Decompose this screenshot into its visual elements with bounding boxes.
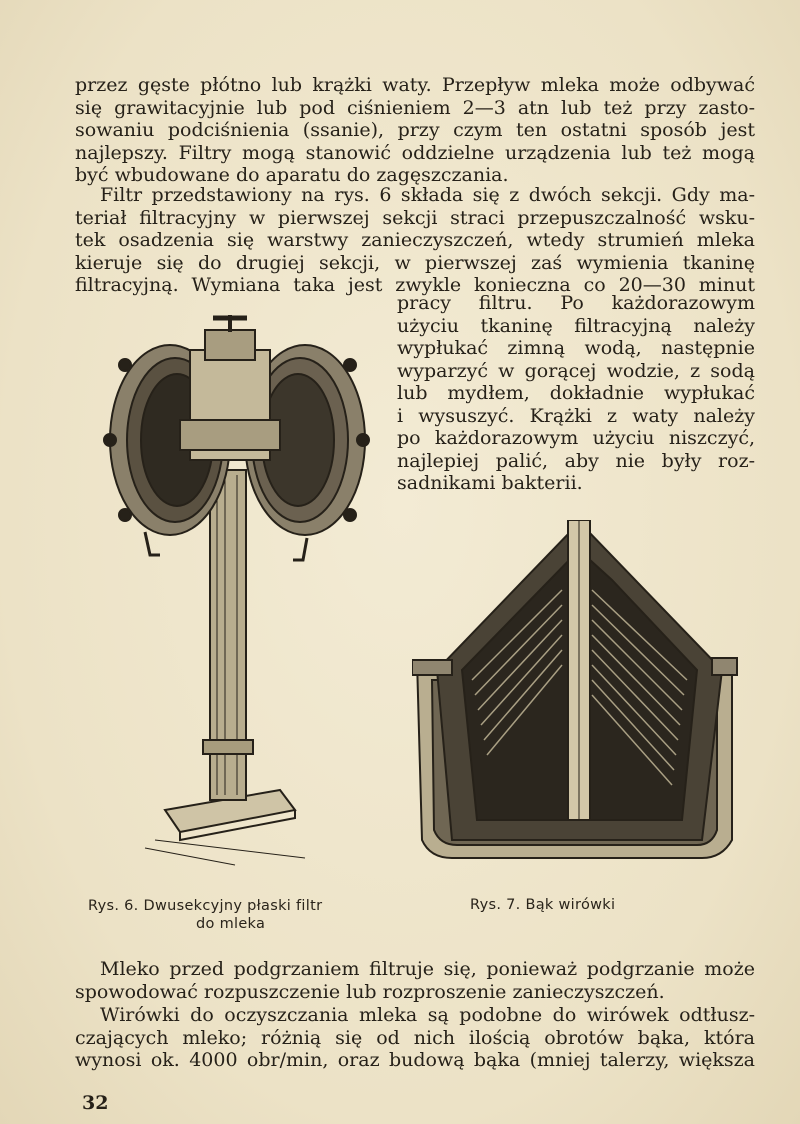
text-line: pracy filtru. Po każdorazowym bbox=[397, 292, 755, 314]
text-line: Wirówki do oczyszczania mleka są podobne do wirówek odtłusz- bbox=[100, 1004, 755, 1026]
text-line: spowodować rozpuszczenie lub rozproszenie zanieczyszczeń. bbox=[75, 980, 665, 1003]
text-line: tek osadzenia się warstwy zanieczyszczeń, wtedy strumień mleka bbox=[75, 229, 755, 251]
text-line: kieruje się do drugiej sekcji, w pierwszej zaś wymienia tkaninę bbox=[75, 251, 755, 274]
text-line: teriał filtracyjny w pierwszej sekcji straci przepuszczalność wsku- bbox=[75, 206, 755, 229]
text-line: najlepiej palić, aby nie były roz- bbox=[397, 449, 755, 472]
text-line: Filtr przedstawiony na rys. 6 składa się z dwóch sekcji. Gdy ma- bbox=[100, 184, 755, 206]
text-line: sadnikami bakterii. bbox=[397, 472, 583, 494]
paragraph-2 bbox=[75, 184, 755, 297]
text-line: wypłukać zimną wodą, następnie bbox=[397, 337, 755, 359]
text-line: lub mydłem, dokładnie wypłukać bbox=[397, 382, 755, 404]
text-line: wyparzyć w gorącej wodzie, z sodą bbox=[397, 359, 755, 382]
text-line: być wbudowane do aparatu do zagęszczania. bbox=[75, 164, 509, 186]
text-line: wynosi ok. 4000 obr/min, oraz budową bąka (mniej talerzy, większa bbox=[75, 1049, 755, 1071]
text-line: filtracyjną. Wymiana taka jest zwykle konieczna co 20—30 minut bbox=[75, 274, 755, 296]
text-line: najlepszy. Filtry mogą stanowić oddzielne urządzenia lub też mogą bbox=[75, 141, 755, 164]
paragraph-2-wrapped bbox=[397, 292, 755, 495]
caption-line: Rys. 6. Dwusekcyjny płaski filtr bbox=[88, 898, 323, 914]
text-line: Mleko przed podgrzaniem filtruje się, ponieważ podgrzanie może bbox=[100, 958, 755, 980]
text-line: i wysuszyć. Krążki z waty należy bbox=[397, 404, 755, 427]
text-line: po każdorazowym użyciu niszczyć, bbox=[397, 427, 755, 449]
figure-7-caption: Rys. 7. Bąk wirówki bbox=[470, 897, 616, 913]
two-section-filter-illustration bbox=[95, 310, 385, 870]
paragraph-3 bbox=[75, 958, 755, 1003]
centrifuge-bowl-illustration bbox=[412, 520, 760, 865]
text-line: użyciu tkaninę filtracyjną należy bbox=[397, 314, 755, 337]
text-line: czających mleko; różnią się od nich ilością obrotów bąka, która bbox=[75, 1026, 755, 1049]
paragraph-1 bbox=[75, 74, 755, 187]
text-line: sowaniu podciśnienia (ssanie), przy czym ten ostatni sposób jest bbox=[75, 119, 755, 141]
figure-6-caption bbox=[88, 897, 388, 933]
text-line: się grawitacyjnie lub pod ciśnieniem 2—3 atn lub też przy zasto- bbox=[75, 96, 755, 119]
paragraph-4 bbox=[75, 1004, 755, 1072]
page-number: 32 bbox=[82, 1092, 109, 1114]
text-line: przez gęste płótno lub krążki waty. Przepływ mleka może odbywać bbox=[75, 74, 755, 96]
caption-line: do mleka bbox=[196, 916, 266, 932]
